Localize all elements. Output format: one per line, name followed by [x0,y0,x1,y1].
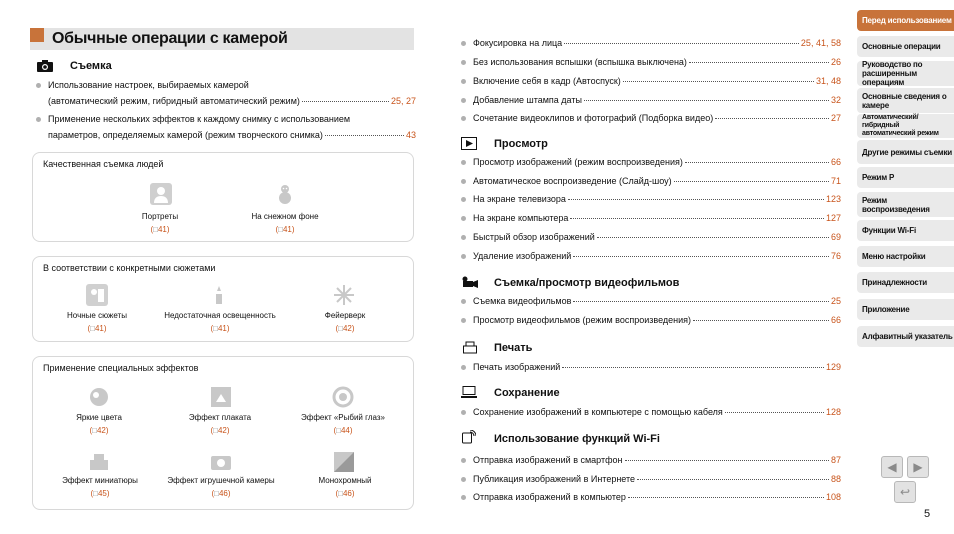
page-link[interactable]: 88 [830,474,841,484]
title-accent [30,28,44,42]
mode-ref[interactable]: (□42) [210,426,230,435]
bullet [461,197,466,202]
page-link[interactable]: 129 [825,362,841,372]
page-link[interactable]: 43 [405,130,416,140]
playback-item[interactable]: Просмотр изображений (режим воспроизведения) 66 [473,157,841,167]
bullet [461,299,466,304]
mode-label: Портреты [141,212,179,221]
page-link[interactable]: 71 [830,176,841,186]
night-scene-icon [86,284,108,306]
shooting-more-item[interactable]: Сочетание видеоклипов и фотографий (Подборка видео) 27 [473,113,841,123]
shooting-item-1-line1: Использование настроек, выбираемых камерой [48,80,249,90]
bullet [461,458,466,463]
playback-item[interactable]: Автоматическое воспроизведение (Слайд-шоу) 71 [473,176,841,186]
snowman-icon [274,183,296,205]
nav-setup-menu[interactable]: Меню настройки [857,246,954,267]
page-link[interactable]: 108 [825,492,841,502]
nav-other-modes[interactable]: Другие режимы съемки [857,140,954,164]
bullet [461,410,466,415]
movies-item[interactable]: Просмотр видеофильмов (режим воспроизведения) 66 [473,315,841,325]
arrow-left-icon: ◀ [887,460,897,474]
mode-label: Яркие цвета [76,413,122,422]
bullet [461,98,466,103]
fireworks-icon [333,284,355,306]
wifi-item[interactable]: Отправка изображений в компьютер 108 [473,492,841,502]
page-link[interactable]: 25 [390,96,401,106]
playback-icon [461,137,477,152]
low-light-icon [208,284,230,306]
playback-item[interactable]: На экране телевизора 123 [473,194,841,204]
shooting-more-item[interactable]: Фокусировка на лица 25, 41, 58 [473,38,841,48]
next-page-button[interactable] [907,456,929,478]
shooting-more-item[interactable]: Добавление штампа даты 32 [473,95,841,105]
mode-ref[interactable]: (□41) [150,225,170,234]
bullet [461,60,466,65]
mode-ref[interactable]: (□41) [275,225,295,234]
fisheye-icon [332,386,354,408]
camera-icon [37,60,53,74]
mode-ref[interactable]: (□42) [335,324,355,333]
movies-heading: Съемка/просмотр видеофильмов [494,277,680,289]
mode-label: Монохромный [318,476,372,485]
shooting-more-item[interactable]: Включение себя в кадр (Автоспуск) 31, 48 [473,76,841,86]
shooting-more-item[interactable]: Без использования вспышки (вспышка выключена) 26 [473,57,841,67]
page-link[interactable]: 25 [830,296,841,306]
bullet [461,318,466,323]
page-link[interactable]: 58 [830,38,841,48]
prev-page-button[interactable] [881,456,903,478]
save-heading: Сохранение [494,387,560,399]
mode-ref[interactable]: (□42) [89,426,109,435]
mode-ref[interactable]: (□41) [210,324,230,333]
bullet [461,254,466,259]
page-number: 5 [924,508,931,520]
page-link[interactable]: 25 [800,38,811,48]
page-link[interactable]: 123 [825,194,841,204]
playback-item[interactable]: Удаление изображений 76 [473,251,841,261]
bullet [461,79,466,84]
page-link[interactable]: 87 [830,455,841,465]
wifi-heading: Использование функций Wi-Fi [494,433,660,445]
mode-label: Эффект «Рыбий глаз» [300,413,385,422]
bullet [461,477,466,482]
wifi-icon [462,430,476,446]
page-link[interactable]: 127 [825,213,841,223]
leader-dots [302,101,389,102]
mode-ref[interactable]: (□45) [90,489,110,498]
nav-before-use[interactable]: Перед использованием [857,10,954,31]
page-link[interactable]: 69 [830,232,841,242]
playback-item[interactable]: Быстрый обзор изображений 69 [473,232,841,242]
monochrome-icon [334,452,356,474]
playback-heading: Просмотр [494,138,548,150]
vivid-colors-icon [88,386,110,408]
mode-ref[interactable]: (□46) [211,489,231,498]
miniature-icon [88,450,110,472]
nav-accessories[interactable]: Принадлежности [857,272,954,293]
movies-item[interactable]: Съемка видеофильмов 25 [473,296,841,306]
bullet [36,117,41,122]
group-title: Качественная съемка людей [43,159,164,169]
page-link[interactable]: 66 [830,157,841,167]
shooting-heading: Съемка [70,60,112,72]
shooting-item-1-line2: (автоматический режим, гибридный автоматический режим) [48,96,300,106]
nav-playback-mode[interactable]: Режим воспроизведения [857,192,954,217]
bullet [461,179,466,184]
portrait-icon [150,183,172,205]
printer-icon [463,341,477,356]
page-link[interactable]: 128 [825,407,841,417]
mode-label: Эффект игрушечной камеры [167,476,275,485]
mode-ref[interactable]: (□41) [87,324,107,333]
mode-ref[interactable]: (□46) [335,489,355,498]
nav-wifi[interactable]: Функции Wi-Fi [857,220,954,241]
bullet [461,365,466,370]
bullet [461,216,466,221]
page-link[interactable]: 27 [405,96,416,106]
return-button[interactable] [894,481,916,503]
nav-appendix[interactable]: Приложение [857,299,954,320]
nav-camera-basics[interactable]: Основные сведения о камере [857,88,954,113]
return-icon: ↩ [899,485,911,499]
mode-label: На снежном фоне [251,212,319,221]
page-link[interactable]: 41 [815,38,826,48]
mode-ref[interactable]: (□44) [333,426,353,435]
mode-label: Эффект плаката [188,413,252,422]
bullet [461,160,466,165]
page-link[interactable]: 48 [830,76,841,86]
shooting-item-2[interactable] [48,130,416,140]
bullet [461,41,466,46]
page-title: Обычные операции с камерой [52,30,288,47]
mode-label: Эффект миниатюры [62,476,138,485]
toy-camera-icon [210,452,232,474]
movie-camera-icon [461,276,479,291]
shooting-item-1[interactable]: (автоматический режим, гибридный автоматический режим) 25, 27 [48,96,416,106]
nav-auto-mode[interactable]: Автоматический/гибридный автоматический режим [857,114,954,138]
nav-p-mode[interactable]: Режим P [857,167,954,188]
poster-effect-icon [210,386,232,408]
bullet [461,235,466,240]
group-title: В соответствии с конкретными сюжетами [43,263,216,273]
mode-label: Фейерверк [324,311,366,320]
arrow-right-icon: ▶ [913,460,923,474]
print-item[interactable]: Печать изображений 129 [473,362,841,372]
nav-index[interactable]: Алфавитный указатель [857,326,954,347]
page-link[interactable]: 32 [830,95,841,105]
bullet [461,116,466,121]
group-title: Применение специальных эффектов [43,363,199,373]
shooting-item-2-line2: параметров, определяемых камерой (режим творческого снимка) [48,130,323,140]
wifi-item[interactable]: Публикация изображений в Интернете 88 [473,474,841,484]
computer-icon [461,386,477,401]
page-link[interactable]: 27 [830,113,841,123]
bullet [461,495,466,500]
nav-basic-operations[interactable]: Основные операции [857,36,954,57]
page-link[interactable]: 31 [815,76,826,86]
nav-advanced-guide[interactable]: Руководство по расширенным операциям [857,61,954,86]
page-link[interactable]: 66 [830,315,841,325]
mode-label: Ночные сюжеты [67,311,127,320]
leader-dots [325,135,404,136]
page-link[interactable]: 26 [830,57,841,67]
playback-item[interactable]: На экране компьютера 127 [473,213,841,223]
bullet [36,83,41,88]
page-link[interactable]: 76 [830,251,841,261]
print-heading: Печать [494,342,533,354]
mode-label: Недостаточная освещенность [164,311,276,320]
wifi-item[interactable]: Отправка изображений в смартфон 87 [473,455,841,465]
shooting-item-2-line1: Применение нескольких эффектов к каждому снимку с использованием [48,114,351,124]
save-item[interactable]: Сохранение изображений в компьютере с помощью кабеля 128 [473,407,841,417]
